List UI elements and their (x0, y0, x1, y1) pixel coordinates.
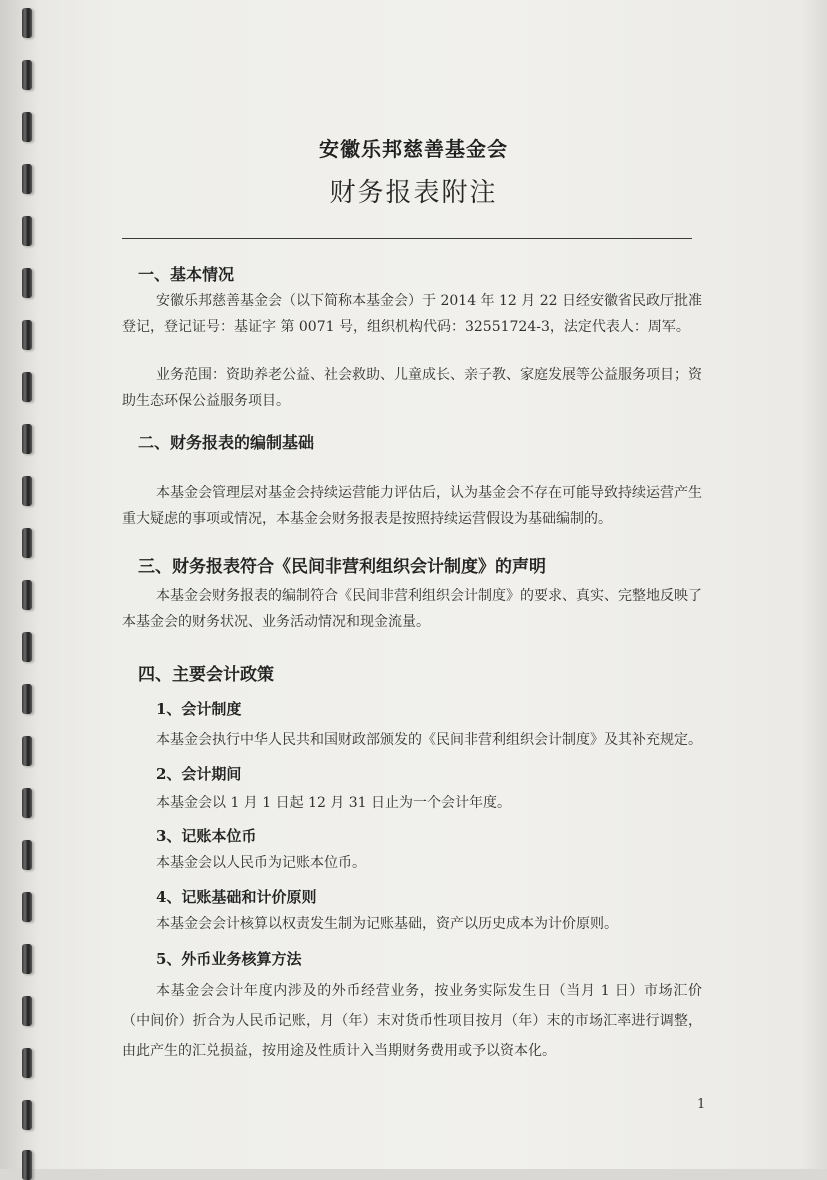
binding-ring (22, 1100, 32, 1130)
doc-title: 财务报表附注 (329, 178, 498, 208)
binding-ring (22, 476, 32, 506)
policy-1-heading: 1、会计制度 (156, 700, 242, 718)
policy-5-heading: 5、外币业务核算方法 (156, 950, 302, 968)
policy-5-text: 本基金会会计年度内涉及的外币经营业务，按业务实际发生日（当月 1 日）市场汇价（中间价）折合为人民币记账，月（年）末对货币性项目按月（年）末的市场汇率进行调整，由此产生的汇兑损益，按用途及性质计入当期财务费用或予以资本化。 (122, 983, 702, 1059)
policy-1-text: 本基金会执行中华人民共和国财政部颁发的《民间非营利组织会计制度》及其补充规定。 (156, 732, 702, 748)
binding-ring (22, 320, 32, 350)
binding-ring (22, 944, 32, 974)
binding-ring (22, 996, 32, 1026)
binding-ring (22, 424, 32, 454)
binding-ring (22, 684, 32, 714)
policy-2-text: 本基金会以 1 月 1 日起 12 月 31 日止为一个会计年度。 (156, 795, 512, 811)
page-number: 1 (697, 1097, 706, 1112)
binding-ring (22, 528, 32, 558)
org-name: 安徽乐邦慈善基金会 (319, 137, 508, 161)
binding-ring (22, 372, 32, 402)
binding-ring (22, 60, 32, 90)
section-2-para: 本基金会管理层对基金会持续运营能力评估后，认为基金会不存在可能导致持续运营产生重大疑虑的事项或情况，本基金会财务报表是按照持续运营假设为基础编制的。 (122, 485, 702, 527)
binding-ring (22, 268, 32, 298)
section-1-heading: 一、基本情况 (138, 265, 235, 284)
policy-2-heading: 2、会计期间 (156, 765, 242, 783)
title-divider (122, 238, 692, 239)
policy-3-text: 本基金会以人民币为记账本位币。 (156, 855, 366, 871)
binding-ring (22, 580, 32, 610)
binding-ring (22, 1048, 32, 1078)
policy-4-text: 本基金会会计核算以权责发生制为记账基础，资产以历史成本为计价原则。 (156, 916, 618, 932)
policy-3-heading: 3、记账本位币 (156, 827, 257, 845)
policy-4-heading: 4、记账基础和计价原则 (156, 888, 317, 906)
section-3-para: 本基金会财务报表的编制符合《民间非营利组织会计制度》的要求、真实、完整地反映了本基金会的财务状况、业务活动情况和现金流量。 (122, 588, 702, 630)
binding-ring (22, 1150, 32, 1180)
binding-ring (22, 892, 32, 922)
binding-ring (22, 788, 32, 818)
section-1-para-2: 业务范围：资助养老公益、社会救助、儿童成长、亲子教、家庭发展等公益服务项目；资助生态环保公益服务项目。 (122, 367, 702, 409)
binding-ring (22, 736, 32, 766)
section-2-heading: 二、财务报表的编制基础 (138, 433, 315, 452)
section-3-heading: 三、财务报表符合《民间非营利组织会计制度》的声明 (138, 557, 546, 577)
binding-ring (22, 632, 32, 662)
binding-ring (22, 840, 32, 870)
section-1-para-1: 安徽乐邦慈善基金会（以下简称本基金会）于 2014 年 12 月 22 日经安徽省民政厅批准登记，登记证号：基证字 第 0071 号，组织机构代码：32551724-3，法定代表人：周军。 (122, 293, 702, 335)
section-4-heading: 四、主要会计政策 (138, 665, 274, 685)
binding-ring (22, 216, 32, 246)
binding-ring (22, 8, 32, 38)
